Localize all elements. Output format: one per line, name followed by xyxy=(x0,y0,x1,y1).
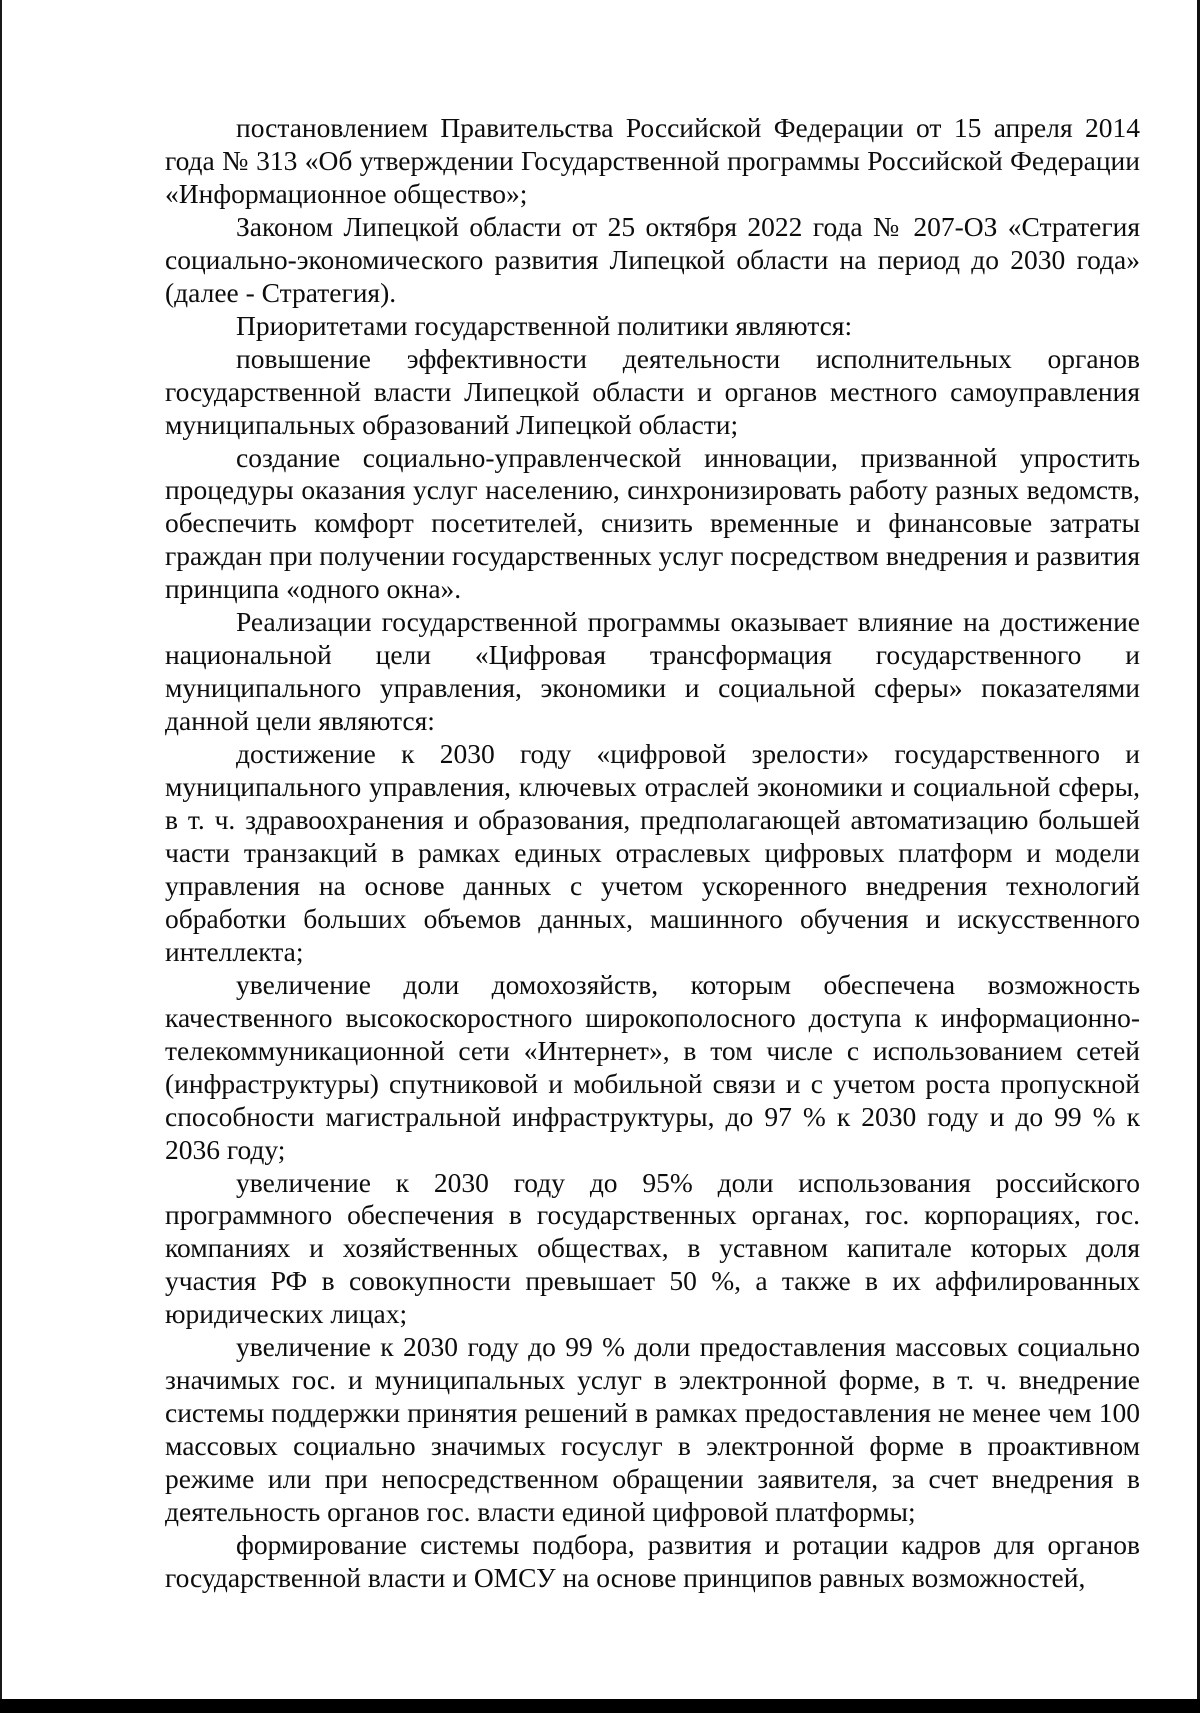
paragraph-national-goal: Реализации государственной программы оказывает влияние на достижение национальной цели «Цифровая трансформация государственного и муниципального управления, экономики и социальной сферы» показателями данной цели являются: xyxy=(165,606,1140,737)
document-body xyxy=(165,112,1140,1595)
scan-left-edge xyxy=(0,0,2,1713)
paragraph-digital-maturity: достижение к 2030 году «цифровой зрелости» государственного и муниципального управления, ключевых отраслей экономики и социальной сферы, в т. ч. здравоохранения и образования, предполагающей автоматизацию большей части транзакций в рамках единых отраслевых цифровых платформ и модели управления на основе данных с учетом ускоренного внедрения технологий обработки больших объемов данных, машинного обучения и искусственного интеллекта; xyxy=(165,738,1140,967)
paragraph-priority-efficiency: повышение эффективности деятельности исполнительных органов государственной власти Липецкой области и органов местного самоуправления муниципальных образований Липецкой области; xyxy=(165,342,1140,440)
paragraph-electronic-services: увеличение к 2030 году до 99 % доли предоставления массовых социально значимых гос. и муниципальных услуг в электронной форме, в т. ч. внедрение системы поддержки принятия решений в рамках предоставления не менее чем 100 массовых социально значимых госуслуг в электронной форме в проактивном режиме или при непосредственном обращении заявителя, за счет внедрения в деятельность органов гос. власти единой цифровой платформы; xyxy=(165,1331,1140,1528)
paragraph-broadband-access: увеличение доли домохозяйств, которым обеспечена возможность качественного высокоскоростного широкополосного доступа к информационно-телекоммуникационной сети «Интернет», в том числе с использованием сетей (инфраструктуры) спутниковой и мобильной связи и с учетом роста пропускной способности магистральной инфраструктуры, до 97 % к 2030 году и до 99 % к 2036 году; xyxy=(165,968,1140,1165)
scan-bottom-edge xyxy=(0,1699,1200,1713)
paragraph-priorities-heading: Приоритетами государственной политики являются: xyxy=(236,309,853,341)
paragraph-resolution-reference: постановлением Правительства Российской Федерации от 15 апреля 2014 года № 313 «Об утверждении Государственной программы Российской Федерации «Информационное общество»; xyxy=(165,112,1140,209)
paragraph-regional-law: Законом Липецкой области от 25 октября 2022 года № 207-ОЗ «Стратегия социально-экономического развития Липецкой области на период до 2030 года» (далее - Стратегия). xyxy=(165,210,1140,308)
paragraph-personnel-system: формирование системы подбора, развития и ротации кадров для органов государственной власти и ОМСУ на основе принципов равных возможностей, xyxy=(165,1528,1140,1593)
paragraph-priority-one-window: создание социально-управленческой инновации, призванной упростить процедуры оказания услуг населению, синхронизировать работу разных ведомств, обеспечить комфорт посетителей, снизить временные и финансовые затраты граждан при получении государственных услуг посредством внедрения и развития принципа «одного окна». xyxy=(165,441,1140,605)
paragraph-russian-software: увеличение к 2030 году до 95% доли использования российского программного обеспечения в государственных органах, гос. корпорациях, гос. компаниях и хозяйственных обществах, в уставном капитале которых доля участия РФ в совокупности превышает 50 %, а также в их аффилированных юридических лицах; xyxy=(165,1166,1140,1330)
